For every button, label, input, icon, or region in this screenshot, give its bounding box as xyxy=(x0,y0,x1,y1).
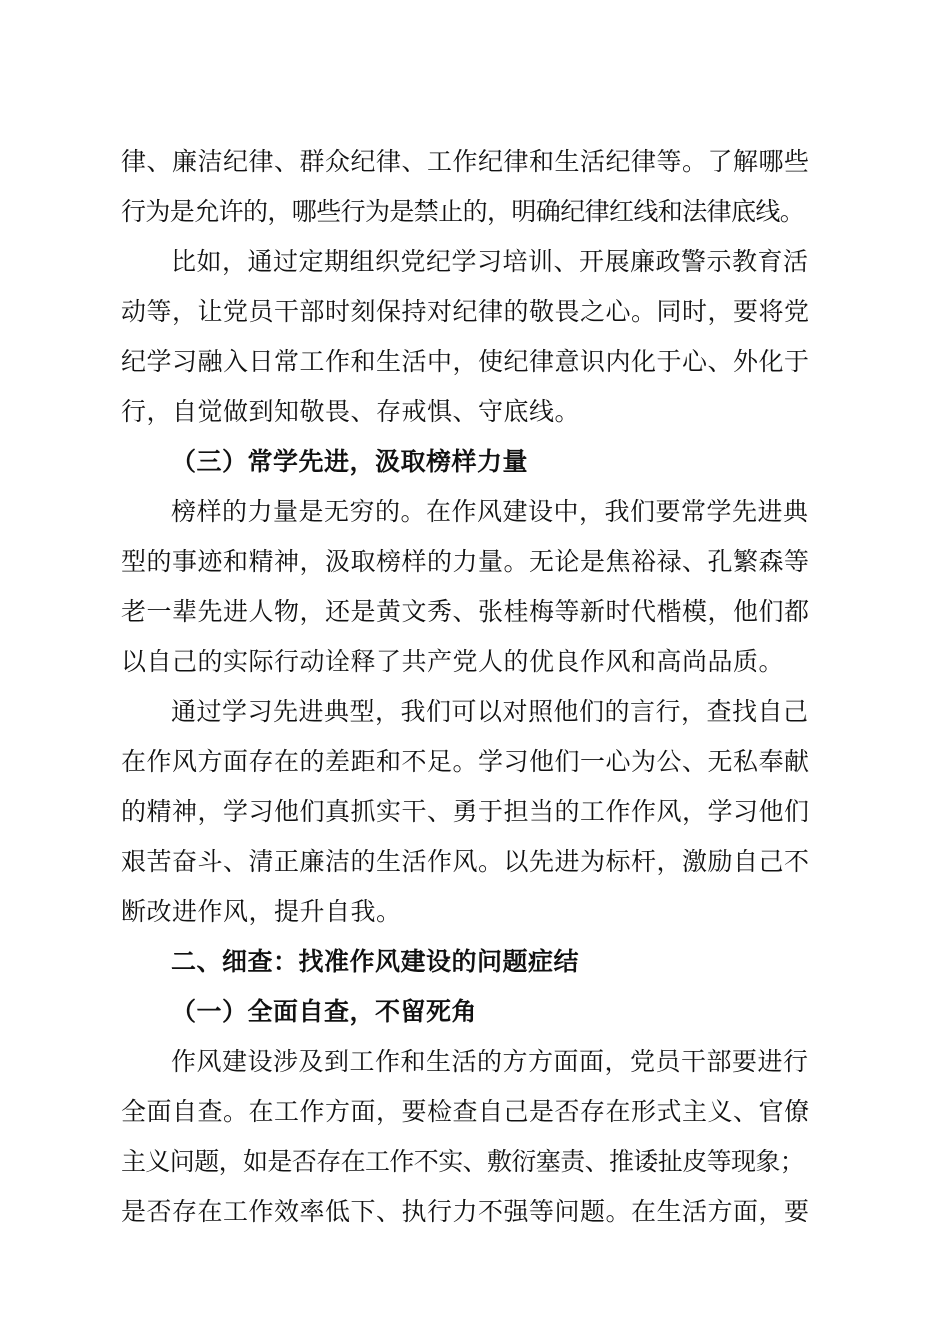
body-text-line: 动等，让党员干部时刻保持对纪律的敬畏之心。同时，要将党 xyxy=(121,297,810,326)
body-text-line: 老一辈先进人物，还是黄文秀、张桂梅等新时代楷模，他们都 xyxy=(121,597,810,626)
body-text-line: 行，自觉做到知敬畏、存戒惧、守底线。 xyxy=(121,397,581,426)
chapter-heading: 二、细查：找准作风建设的问题症结 xyxy=(171,947,580,976)
body-text-line: 全面自查。在工作方面，要检查自己是否存在形式主义、官僚 xyxy=(121,1097,810,1126)
body-text-line: 是否存在工作效率低下、执行力不强等问题。在生活方面，要 xyxy=(121,1197,810,1226)
body-text-line: 以自己的实际行动诠释了共产党人的优良作风和高尚品质。 xyxy=(121,647,785,676)
section-heading-1: （一）全面自查，不留死角 xyxy=(171,997,478,1026)
body-text-line: 作风建设涉及到工作和生活的方方面面，党员干部要进行 xyxy=(171,1047,809,1076)
body-text-line: 艰苦奋斗、清正廉洁的生活作风。以先进为标杆，激励自己不 xyxy=(121,847,810,876)
body-text-line: 纪学习融入日常工作和生活中，使纪律意识内化于心、外化于 xyxy=(121,347,810,376)
body-text-line: 榜样的力量是无穷的。在作风建设中，我们要常学先进典 xyxy=(171,497,809,526)
body-text-line: 通过学习先进典型，我们可以对照他们的言行，查找自己 xyxy=(171,697,809,726)
section-heading-3: （三）常学先进，汲取榜样力量 xyxy=(171,447,529,476)
body-text-line: 的精神，学习他们真抓实干、勇于担当的工作作风，学习他们 xyxy=(121,797,810,826)
body-text-line: 在作风方面存在的差距和不足。学习他们一心为公、无私奉献 xyxy=(121,747,810,776)
body-text-line: 主义问题，如是否存在工作不实、敷衍塞责、推诿扯皮等现象； xyxy=(121,1147,805,1176)
body-text-line: 比如，通过定期组织党纪学习培训、开展廉政警示教育活 xyxy=(171,247,809,276)
body-text-line: 行为是允许的，哪些行为是禁止的，明确纪律红线和法律底线。 xyxy=(121,197,805,226)
body-text-line: 律、廉洁纪律、群众纪律、工作纪律和生活纪律等。了解哪些 xyxy=(121,147,810,176)
body-text-line: 型的事迹和精神，汲取榜样的力量。无论是焦裕禄、孔繁森等 xyxy=(121,547,810,576)
body-text-line: 断改进作风，提升自我。 xyxy=(121,897,402,926)
